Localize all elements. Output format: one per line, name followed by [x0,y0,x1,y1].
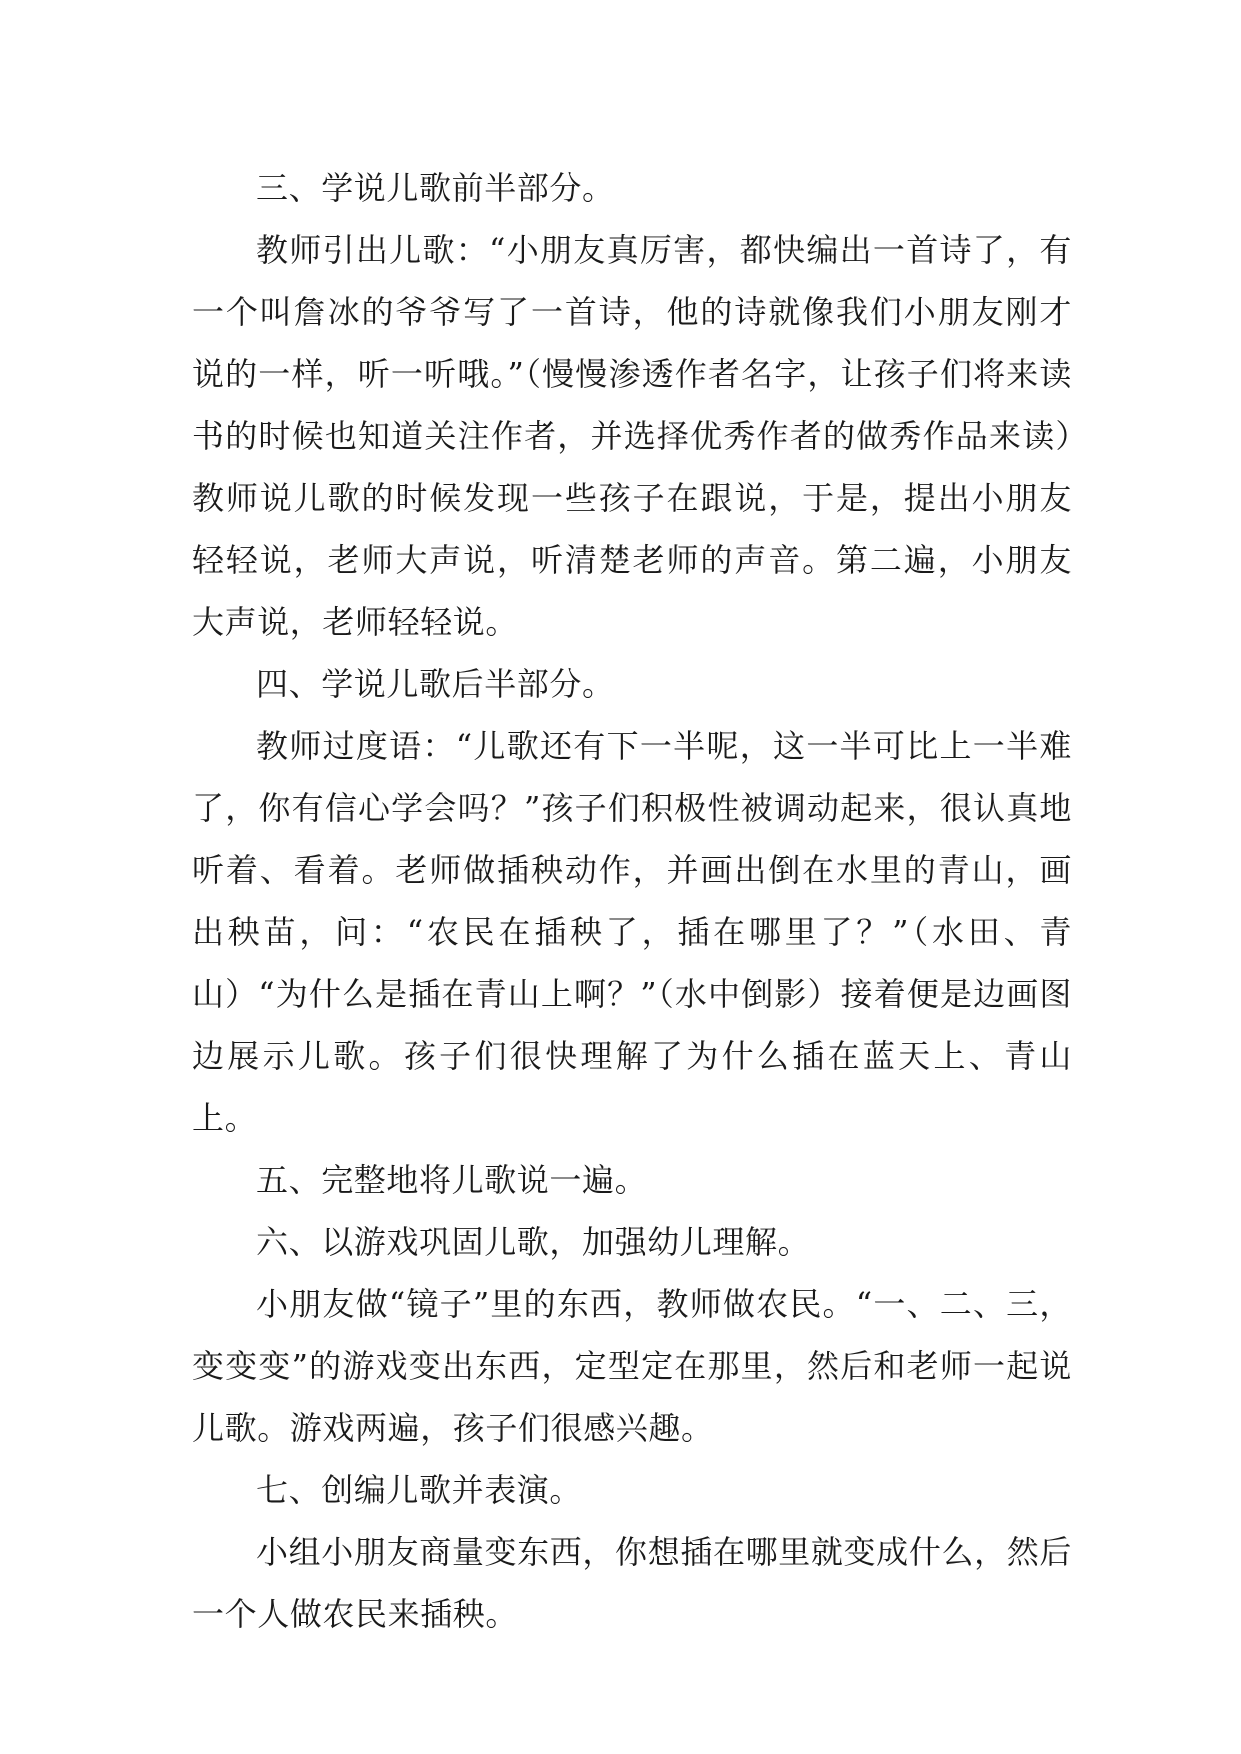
section-heading-3: 三、学说儿歌前半部分。 [256,169,615,207]
section-heading-5: 五、完整地将儿歌说一遍。 [256,1161,648,1199]
section-heading-7: 七、创编儿歌并表演。 [256,1471,583,1509]
section-heading-4: 四、学说儿歌后半部分。 [256,665,615,703]
document-body [192,157,1072,1645]
section-heading-6: 六、以游戏巩固儿歌，加强幼儿理解。 [256,1223,811,1261]
body-paragraph: 教师过度语：“儿歌还有下一半呢，这一半可比上一半难了，你有信心学会吗？”孩子们积极性被调动起来，很认真地听着、看着。老师做插秧动作，并画出倒在水里的青山，画出秧苗，问：“农民在插秧了，插在哪里了？”（水田、青山）“为什么是插在青山上啊？”（水中倒影）接着便是边画图边展示儿歌。孩子们很快理解了为什么插在蓝天上、青山上。 [192,727,1072,1137]
body-paragraph: 教师引出儿歌：“小朋友真厉害，都快编出一首诗了，有一个叫詹冰的爷爷写了一首诗，他的诗就像我们小朋友刚才说的一样，听一听哦。”（慢慢渗透作者名字，让孩子们将来读书的时候也知道关注作者，并选择优秀作者的做秀作品来读）教师说儿歌的时候发现一些孩子在跟说，于是，提出小朋友轻轻说，老师大声说，听清楚老师的声音。第二遍，小朋友大声说，老师轻轻说。 [192,231,1072,641]
body-paragraph: 小组小朋友商量变东西，你想插在哪里就变成什么，然后一个人做农民来插秧。 [192,1533,1072,1633]
body-paragraph: 小朋友做“镜子”里的东西，教师做农民。“一、二、三，变变变”的游戏变出东西，定型定在那里，然后和老师一起说儿歌。游戏两遍，孩子们很感兴趣。 [192,1285,1072,1447]
